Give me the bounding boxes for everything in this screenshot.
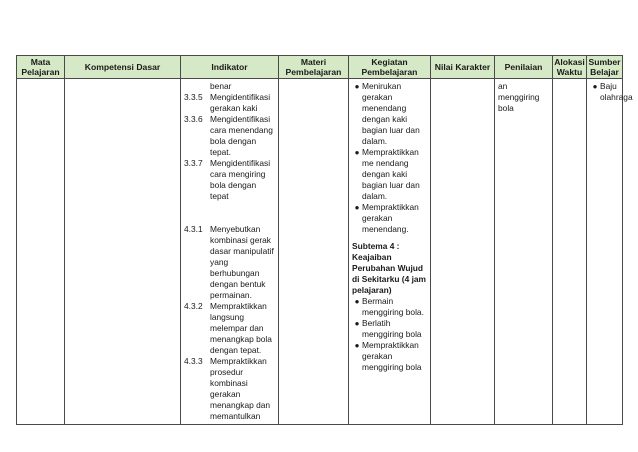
bullet-text: Menirukan gerakan menendang dengan kaki bagian luar dan dalam. [362, 81, 420, 146]
bullet-icon: ● [354, 148, 360, 157]
indikator-text: Menyebutkan kombinasi gerak dasar manipulatif yang berhubungan dengan bentuk permainan. [210, 224, 274, 300]
indikator-text: Mempraktikkan langsung melempar dan menangkap bola dengan tepat. [210, 301, 272, 355]
bullet-text: Mempraktikkan gerakan menggiring bola [362, 340, 422, 372]
indikator-item [184, 301, 275, 356]
header-kompetensi-dasar: Kompetensi Dasar [65, 56, 181, 79]
bullet-icon: ● [354, 297, 360, 306]
subtema-title: Subtema 4 : Keajaiban Perubahan Wujud di Sekitarku (4 jam pelajaran) [352, 241, 427, 295]
indikator-item [184, 158, 275, 202]
cell-mata-pelajaran [17, 79, 65, 425]
cell-alokasi-waktu [553, 79, 587, 425]
header-penilaian: Penilaian [495, 56, 553, 79]
cell-indikator [181, 79, 279, 425]
bullet-text: Baju olahraga [600, 81, 633, 102]
bullet-item [352, 81, 427, 147]
indikator-carry-text: benar [210, 81, 232, 91]
header-mata-pelajaran: Mata Pelajaran [17, 56, 65, 79]
indikator-number: 4.3.3 [184, 356, 203, 366]
cell-kegiatan [349, 79, 431, 425]
bullet-item [352, 202, 427, 235]
table-row [17, 79, 623, 425]
bullet-icon: ● [354, 203, 360, 212]
lesson-plan-table [16, 55, 633, 425]
bullet-item [352, 318, 427, 340]
indikator-item [184, 356, 275, 422]
cell-kompetensi-dasar [65, 79, 181, 425]
bullet-text: Bermain menggiring bola. [362, 296, 424, 317]
header-materi: Materi Pembelajaran [279, 56, 349, 79]
indikator-text: Mengidentifikasi cara mengiring bola dengan tepat [210, 158, 271, 201]
header-indikator: Indikator [181, 56, 279, 79]
bullet-icon: ● [354, 82, 360, 91]
indikator-number: 4.3.2 [184, 301, 203, 311]
bullet-item [590, 81, 633, 103]
bullet-text: Mempraktikkan gerakan menendang. [362, 202, 419, 234]
cell-nilai-karakter [431, 79, 495, 425]
indikator-number: 3.3.6 [184, 114, 203, 124]
cell-penilaian [495, 79, 553, 425]
header-sumber-belajar: Sumber Belajar [588, 57, 621, 77]
indikator-item [184, 224, 275, 301]
indikator-text: Mempraktikkan prosedur kombinasi gerakan menangkap dan memantulkan [210, 356, 271, 421]
cell-sumber-belajar [587, 79, 633, 425]
indikator-text: Mengidentifikasi cara menendang bola dengan tepat. [210, 114, 273, 157]
bullet-text: Berlatih menggiring bola [362, 318, 422, 339]
bullet-icon: ● [354, 341, 360, 350]
indikator-item [184, 92, 275, 114]
header-alokasi-waktu: Alokasi Waktu [554, 57, 585, 77]
indikator-number: 3.3.7 [184, 158, 203, 168]
bullet-item [352, 147, 427, 202]
table-header-row [17, 56, 623, 79]
indikator-number: 3.3.5 [184, 92, 203, 102]
header-kegiatan: Kegiatan Pembelajaran [349, 56, 431, 79]
bullet-item [352, 340, 427, 373]
bullet-icon: ● [592, 82, 598, 91]
bullet-text: Mempraktikkan me nendang dengan kaki bagian luar dan dalam. [362, 147, 420, 201]
indikator-item [184, 114, 275, 158]
cell-materi [279, 79, 349, 425]
bullet-icon: ● [354, 319, 360, 328]
header-nilai-karakter: Nilai Karakter [431, 56, 495, 79]
bullet-item [352, 296, 427, 318]
penilaian-text: an menggiring bola [498, 81, 540, 113]
indikator-text: Mengidentifikasi gerakan kaki [210, 92, 271, 113]
indikator-number: 4.3.1 [184, 224, 203, 234]
